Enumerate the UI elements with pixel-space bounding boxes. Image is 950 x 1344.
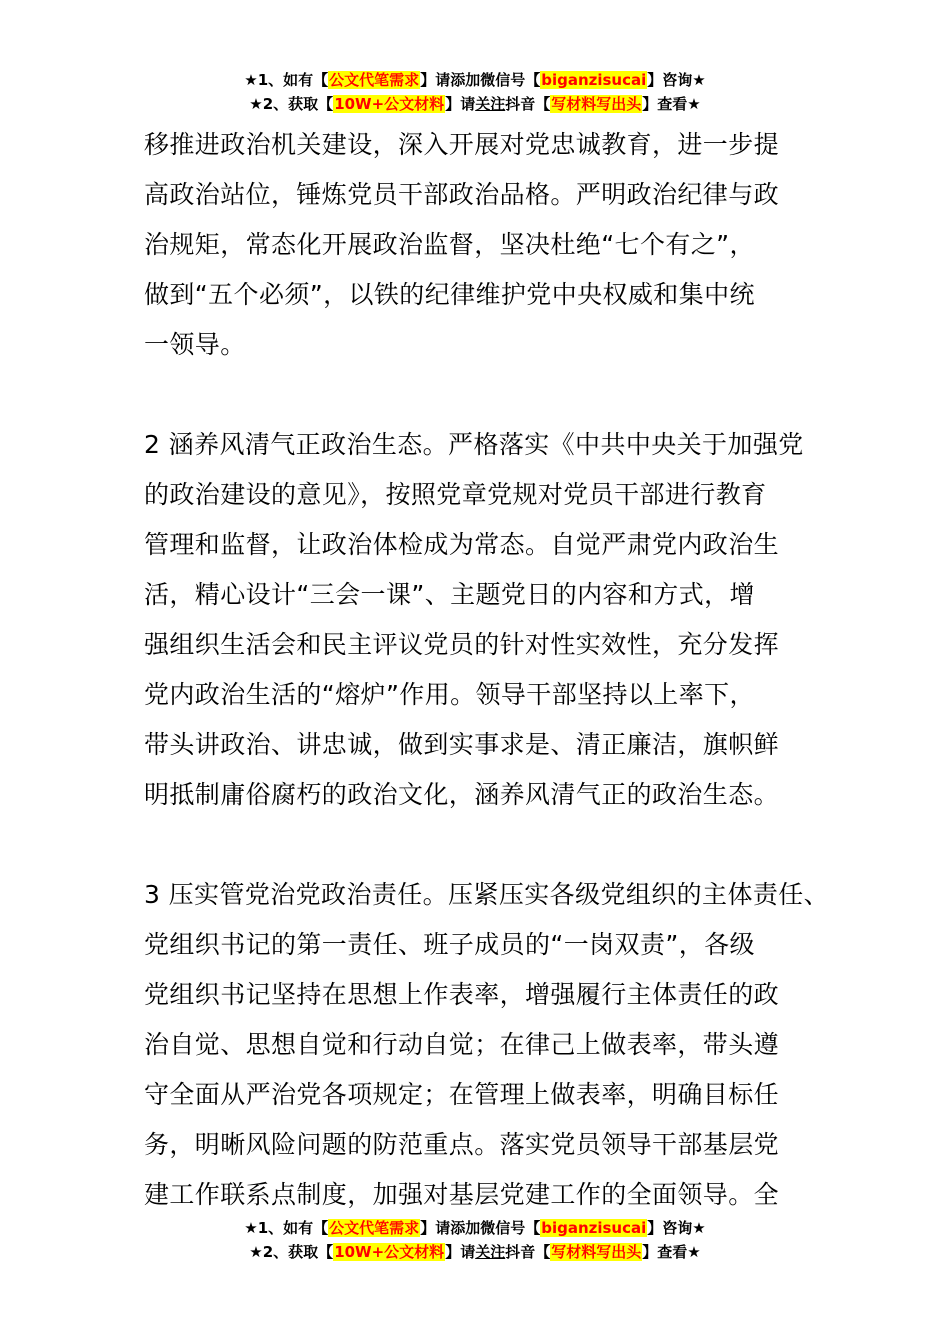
promo-banner-top [0, 68, 950, 116]
text-line: 党组织书记的第一责任、班子成员的“一岗双责”，各级 [144, 930, 755, 959]
text-line: 务，明晰风险问题的防范重点。落实党员领导干部基层党 [144, 1130, 780, 1159]
text-line: 治规矩，常态化开展政治监督，坚决杜绝“七个有之”， [144, 230, 755, 259]
paragraph-2 [144, 420, 828, 820]
paragraph-3 [144, 870, 828, 1220]
text-line: 党组织书记坚持在思想上作表率，增强履行主体责任的政 [144, 980, 780, 1009]
paragraph-gap [144, 370, 828, 420]
text-line: 一领导。 [144, 330, 246, 359]
text-line: 2 涵养风清气正政治生态。严格落实《中共中央关于加强党 [144, 430, 804, 459]
promo-line-1: ★1、如有【公文代笔需求】请添加微信号【biganzisucai】咨询★ [244, 1219, 706, 1237]
text-line: 的政治建设的意见》，按照党章党规对党员干部进行教育 [144, 480, 767, 509]
promo-line-2: ★2、获取【10W+公文材料】请关注抖音【写材料写出头】查看★ [249, 1243, 701, 1261]
document-body [144, 120, 828, 1220]
highlight-service: 公文代笔需求 [329, 71, 420, 89]
highlight-materials: 10W+公文材料 [334, 95, 445, 113]
promo-line-1: ★1、如有【公文代笔需求】请添加微信号【biganzisucai】咨询★ [244, 71, 706, 89]
promo-line-2: ★2、获取【10W+公文材料】请关注抖音【写材料写出头】查看★ [249, 95, 701, 113]
highlight-materials: 10W+公文材料 [334, 1243, 445, 1261]
text-line: 治自觉、思想自觉和行动自觉；在律己上做表率，带头遵 [144, 1030, 780, 1059]
text-line: 明抵制庸俗腐朽的政治文化，涵养风清气正的政治生态。 [144, 780, 780, 809]
highlight-wechat-id: biganzisucai [541, 71, 647, 89]
text-line: 3 压实管党治党政治责任。压紧压实各级党组织的主体责任、 [144, 880, 830, 909]
highlight-wechat-id: biganzisucai [541, 1219, 647, 1237]
text-line: 管理和监督，让政治体检成为常态。自觉严肃党内政治生 [144, 530, 780, 559]
highlight-douyin-account: 写材料写出头 [551, 1243, 642, 1261]
text-line: 移推进政治机关建设，深入开展对党忠诚教育，进一步提 [144, 130, 780, 159]
text-line: 强组织生活会和民主评议党员的针对性实效性，充分发挥 [144, 630, 780, 659]
text-line: 带头讲政治、讲忠诚，做到实事求是、清正廉洁，旗帜鲜 [144, 730, 780, 759]
text-line: 党内政治生活的“熔炉”作用。领导干部坚持以上率下， [144, 680, 755, 709]
promo-banner-bottom [0, 1216, 950, 1264]
text-line: 守全面从严治党各项规定；在管理上做表率，明确目标任 [144, 1080, 780, 1109]
text-line: 建工作联系点制度，加强对基层党建工作的全面领导。全 [144, 1180, 780, 1209]
text-line: 高政治站位，锤炼党员干部政治品格。严明政治纪律与政 [144, 180, 780, 209]
text-line: 做到“五个必须”，以铁的纪律维护党中央权威和集中统 [144, 280, 755, 309]
highlight-service: 公文代笔需求 [329, 1219, 420, 1237]
highlight-douyin-account: 写材料写出头 [551, 95, 642, 113]
paragraph-gap [144, 820, 828, 870]
text-line: 活，精心设计“三会一课”、主题党日的内容和方式，增 [144, 580, 755, 609]
paragraph-1 [144, 120, 828, 370]
